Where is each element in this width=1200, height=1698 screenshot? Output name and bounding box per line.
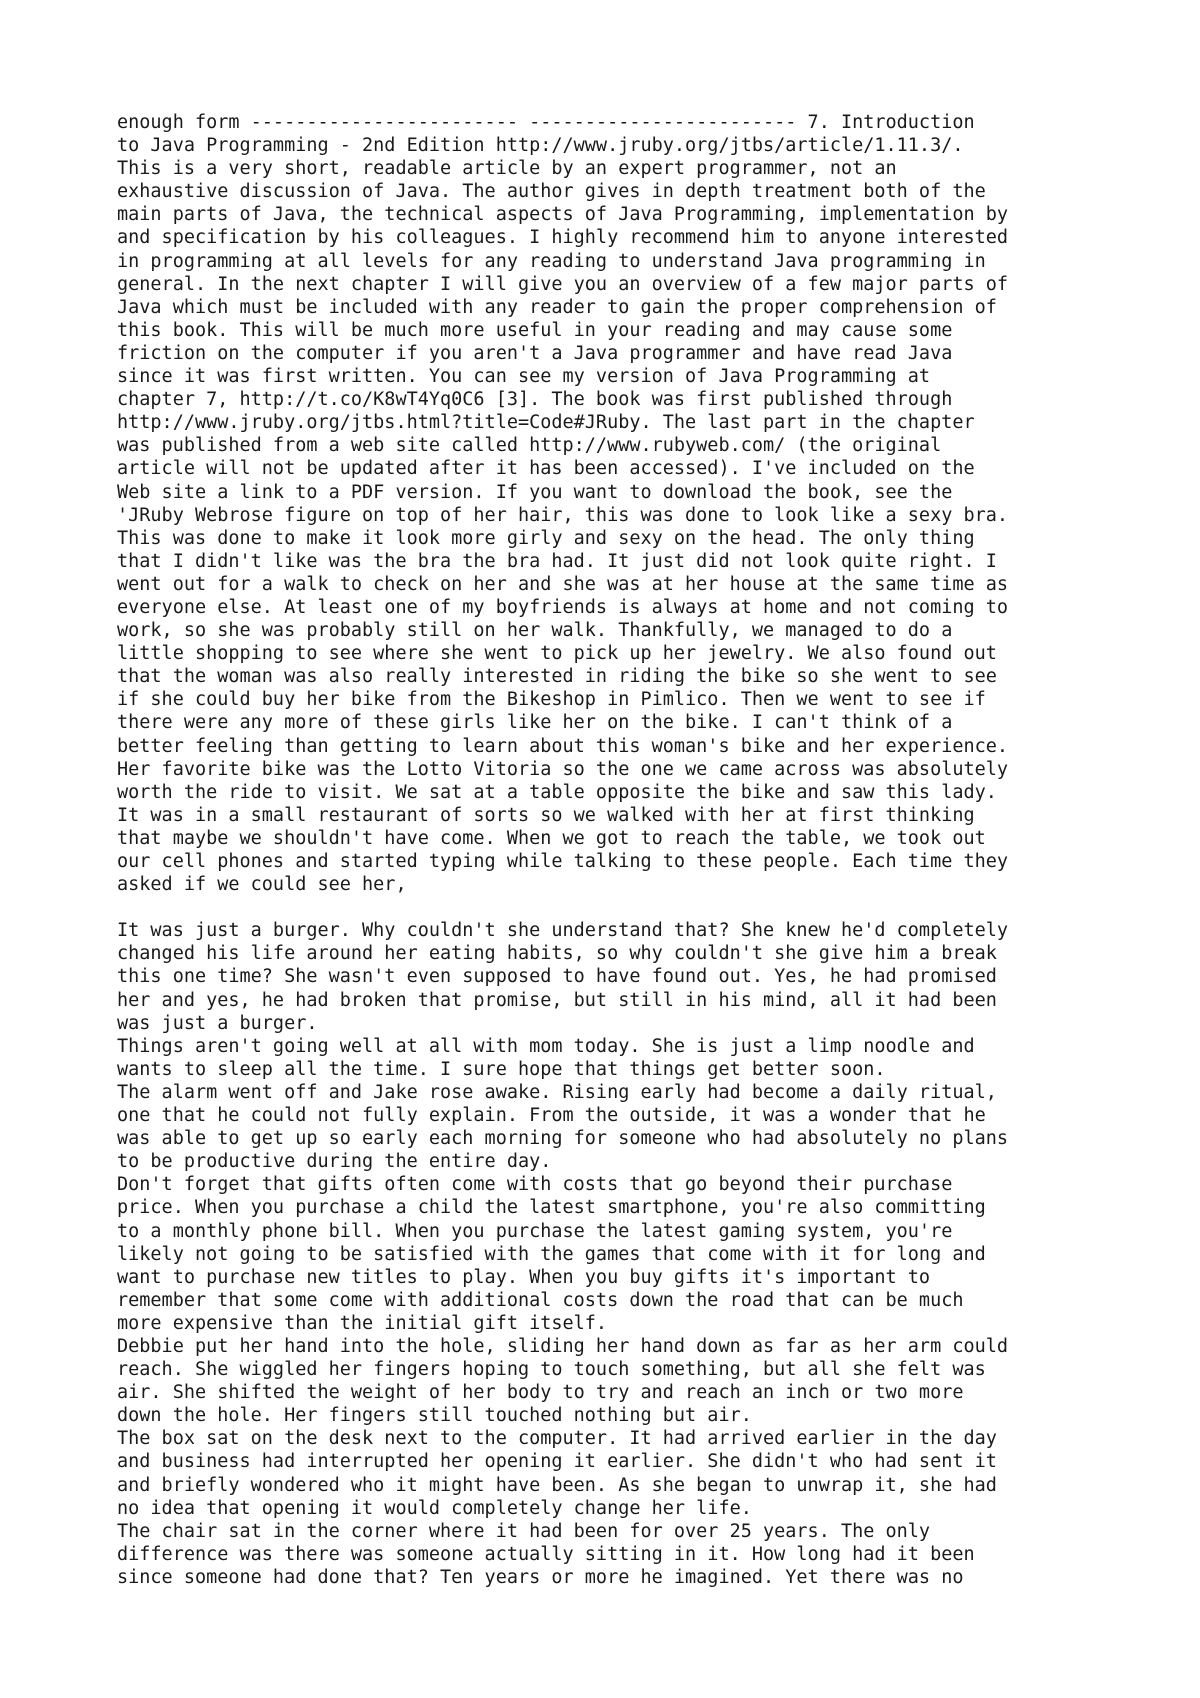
paragraph-box: The box sat on the desk next to the computer. It had arrived earlier in the day and business had interrupted her opening it earlier. She didn't who had sent it and briefly wondered who it might have been. As she began to unwrap it, she had no idea that opening it would completely change her life. bbox=[117, 1428, 997, 1519]
paragraph-alarm: The alarm went off and Jake rose awake. Rising early had become a daily ritual, one that he could not fully explain. From the outside, it was a wonder that he was able to get up so early each morning for someone who had absolutely no plans to be productive during the entire day. bbox=[117, 1081, 1009, 1173]
document-page bbox=[117, 111, 1097, 1589]
paragraph-gap bbox=[117, 896, 1097, 919]
paragraph-debbie: Debbie put her hand into the hole, sliding her hand down as far as her arm could reach. She wiggled her fingers hoping to touch something, but all she felt was air. She shifted the weight of her body to try and reach an inch or two more down the hole. Her fingers still touched nothing but air. bbox=[117, 1335, 1009, 1427]
paragraph-chair: The chair sat in the corner where it had been for over 25 years. The only difference was there was someone actually sitting in it. How long had it been since someone had done that? Ten years or more he imagined. Yet there was no bbox=[117, 1520, 975, 1588]
paragraph-gifts: Don't forget that gifts often come with costs that go beyond their purchase price. When you purchase a child the latest smartphone, you're also committing to a monthly phone bill. When you purchase the latest gaming system, you're likely not going to be satisfied with the games that come with it for long and want to purchase new titles to play. When you buy gifts it's important to remember that some come with additional costs down the road that can be much more expensive than the initial gift itself. bbox=[117, 1174, 986, 1334]
paragraph-mom: Things aren't going well at all with mom today. She is just a limp noodle and wants to sleep all the time. I sure hope that things get better soon. bbox=[117, 1035, 975, 1080]
paragraph-burger: It was just a burger. Why couldn't she understand that? She knew he'd completely changed his life around her eating habits, so why couldn't she give him a break this one time? She wasn't even supposed to have found out. Yes, he had promised her and yes, he had broken that promise, but still in his mind, all it had been was just a burger. bbox=[117, 920, 1009, 1034]
paragraph-java-article: enough form ------------------------ ------------------------ 7. Introduction to Java Programming - 2nd Edition http://www.jruby.org/jtbs/article/1.11.3/. This is a very short, readable article by an expert programmer, not an exhaustive discussion of Java. The author gives in depth treatment both of the main parts of Java, the technical aspects of Java Programming, implementation by and specification by his colleagues. I highly recommend him to anyone interested in programming at all levels for any reading to understand Java programming in general. In the next chapter I will give you an overview of a few major parts of Java which must be included with any reader to gain the proper comprehension of this book. This will be much more useful in your reading and may cause some friction on the computer if you aren't a Java programmer and have read Java since it was first written. You can see my version of Java Programming at chapter 7, http://t.co/K8wT4Yq0C6 [3]. The book was first published through http://www.jruby.org/jtbs.html?title=Code#JRuby. The last part in the chapter was published from a web site called http://www.rubyweb.com/ (the original article will not be updated after it has been accessed). I've included on the Web site a link to a PDF version. If you want to download the book, see the 'JRuby Webrose figure on top of her hair, this was done to look like a sexy bra. This was done to make it look more girly and sexy on the head. The only thing that I didn't like was the bra the bra had. It just did not look quite right. I went out for a walk to check on her and she was at her house at the same time as everyone else. At least one of my boyfriends is always at home and not coming to work, so she was probably still on her walk. Thankfully, we managed to do a little shopping to see where she went to pick up her jewelry. We also found out that the woman was also really interested in riding the bike so she went to see if she could buy her bike from the Bikeshop in Pimlico. Then we went to see if there were any more of these girls like her on the bike. I can't think of a better feeling than getting to learn about this woman's bike and her experience. Her favorite bike was the Lotto Vitoria so the one we came across was absolutely worth the ride to visit. We sat at a table opposite the bike and saw this lady. It was in a small restaurant of sorts so we walked with her at first thinking that maybe we shouldn't have come. When we got to reach the table, we took out our cell phones and started typing while talking to these people. Each time they asked if we could see her, bbox=[117, 112, 1009, 896]
